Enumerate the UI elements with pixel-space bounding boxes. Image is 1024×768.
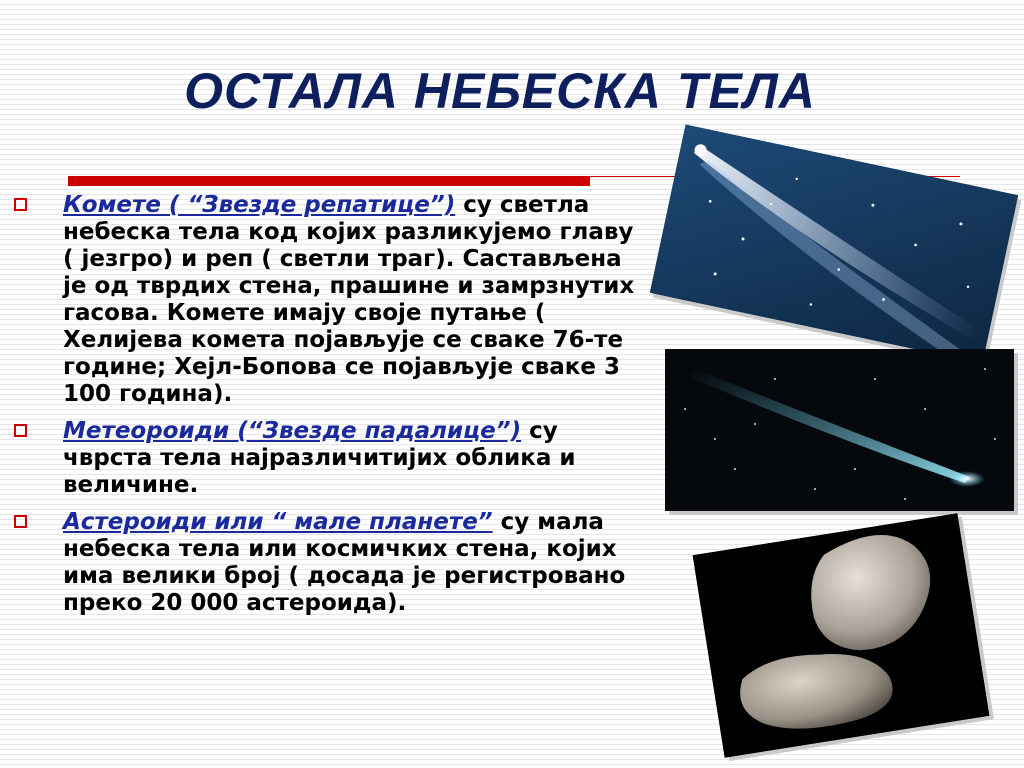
asteroid-photo <box>693 513 990 757</box>
comets-description: су светла небеска тела код којих разликујемо главу ( језгро) и реп ( светли траг). Састављена је од тврдих стена, прашине и замрзнутих гасова. Комете имају своје путање ( Хелијева комета појављује се сваке 76-те године; Хејл-Бопова се појављује сваке 3 100 година). <box>63 192 635 407</box>
square-bullet-icon <box>14 515 27 528</box>
square-bullet-icon <box>14 424 27 437</box>
meteoroids-description: су чврста тела најразличитијих облика и величине. <box>63 418 576 498</box>
square-bullet-icon <box>14 198 27 211</box>
list-item-comets <box>10 192 638 408</box>
comets-link[interactable]: Комете ( “Звезде репатице”) <box>63 192 456 218</box>
meteoroids-link[interactable]: Метеороиди (“Звезде падалице”) <box>63 418 522 444</box>
asteroids-description: су мала небеска тела или космичких стена, којих има велики број ( досада је регистровано преко 20 000 астероида). <box>63 509 626 616</box>
meteoroid-photo <box>665 349 1014 511</box>
asteroids-link[interactable]: Астероиди или “ мале планете” <box>63 509 493 535</box>
comet-photo <box>650 125 1018 364</box>
slide-title: ОСТАЛА НЕБЕСКА ТЕЛА <box>184 63 816 119</box>
bullet-list <box>10 192 638 627</box>
title-underline-bar <box>68 176 590 186</box>
list-item-asteroids <box>10 509 638 617</box>
list-item-meteoroids <box>10 418 638 499</box>
